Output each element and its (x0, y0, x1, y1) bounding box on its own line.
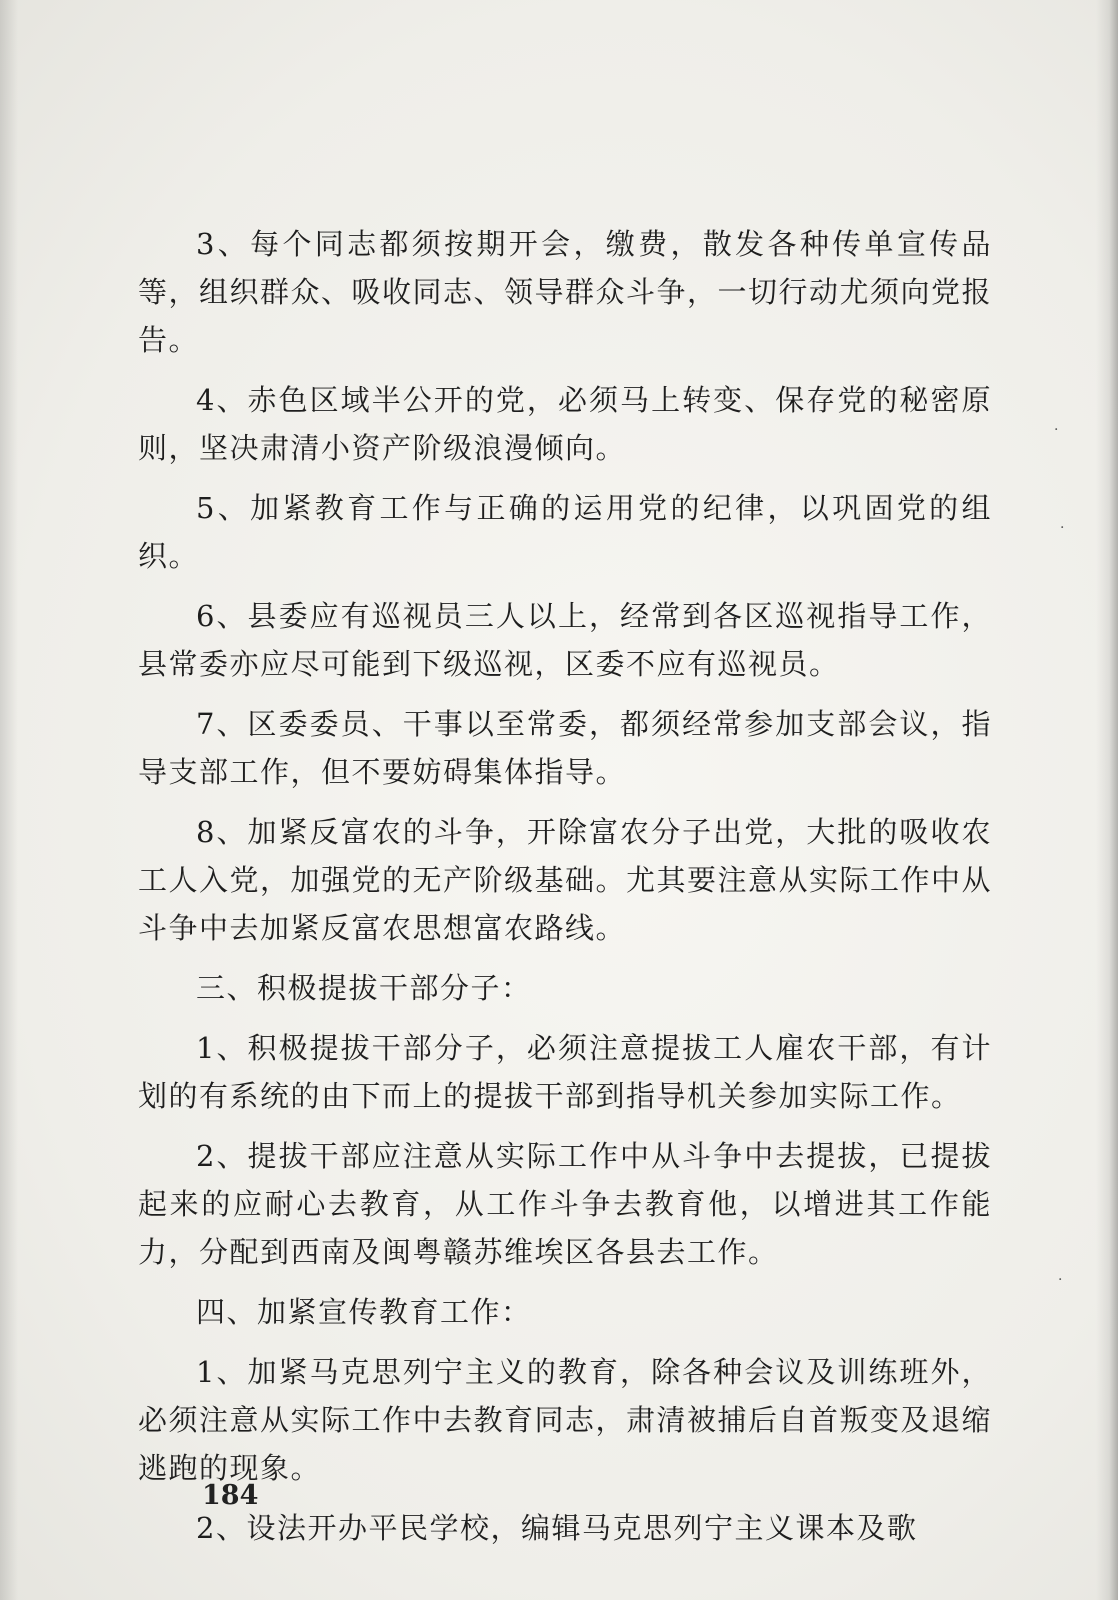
scan-speck: · (1060, 520, 1065, 536)
paragraph-item-8: 8、加紧反富农的斗争，开除富农分子出党，大批的吸收农工人入党，加强党的无产阶级基础。尤其要注意从实际工作中从斗争中去加紧反富农思想富农路线。 (138, 815, 993, 945)
paragraph-propaganda-1: 1、加紧马克思列宁主义的教育，除各种会议及训练班外，必须注意从实际工作中去教育同志，肃清被捕后自首叛变及退缩逃跑的现象。 (138, 1355, 993, 1485)
page-number: 184 (202, 1480, 259, 1511)
scan-shadow-right (1096, 0, 1118, 1600)
scan-shadow-left (0, 0, 18, 1600)
paragraph-propaganda-2: 2、设法开办平民学校，编辑马克思列宁主义课本及歌 (196, 1511, 918, 1545)
scan-speck: · (1058, 1272, 1063, 1288)
scan-speck: · (1054, 422, 1059, 438)
section-heading-4: 四、加紧宣传教育工作： (196, 1295, 532, 1329)
paragraph-item-7: 7、区委委员、干事以至常委，都须经常参加支部会议，指导支部工作，但不要妨碍集体指导。 (138, 707, 992, 789)
paragraph-item-5: 5、加紧教育工作与正确的运用党的纪律，以巩固党的组织。 (138, 491, 992, 573)
paragraph-item-3: 3、每个同志都须按期开会，缴费，散发各种传单宣传品等，组织群众、吸收同志、领导群众斗争，一切行动尤须向党报告。 (138, 227, 993, 357)
paragraph-item-6: 6、县委应有巡视员三人以上，经常到各区巡视指导工作，县常委亦应尽可能到下级巡视，区委不应有巡视员。 (138, 599, 992, 681)
paragraph-cadre-2: 2、提拔干部应注意从实际工作中从斗争中去提拔，已提拔起来的应耐心去教育，从工作斗争去教育他，以增进其工作能力，分配到西南及闽粤赣苏维埃区各县去工作。 (138, 1139, 992, 1269)
paragraph-cadre-1: 1、积极提拔干部分子，必须注意提拔工人雇农干部，有计划的有系统的由下而上的提拔干部到指导机关参加实际工作。 (138, 1031, 992, 1113)
section-heading-3: 三、积极提拔干部分子： (196, 971, 532, 1005)
body-text (138, 220, 992, 1564)
paragraph-item-4: 4、赤色区域半公开的党，必须马上转变、保存党的秘密原则，坚决肃清小资产阶级浪漫倾向。 (138, 383, 992, 465)
